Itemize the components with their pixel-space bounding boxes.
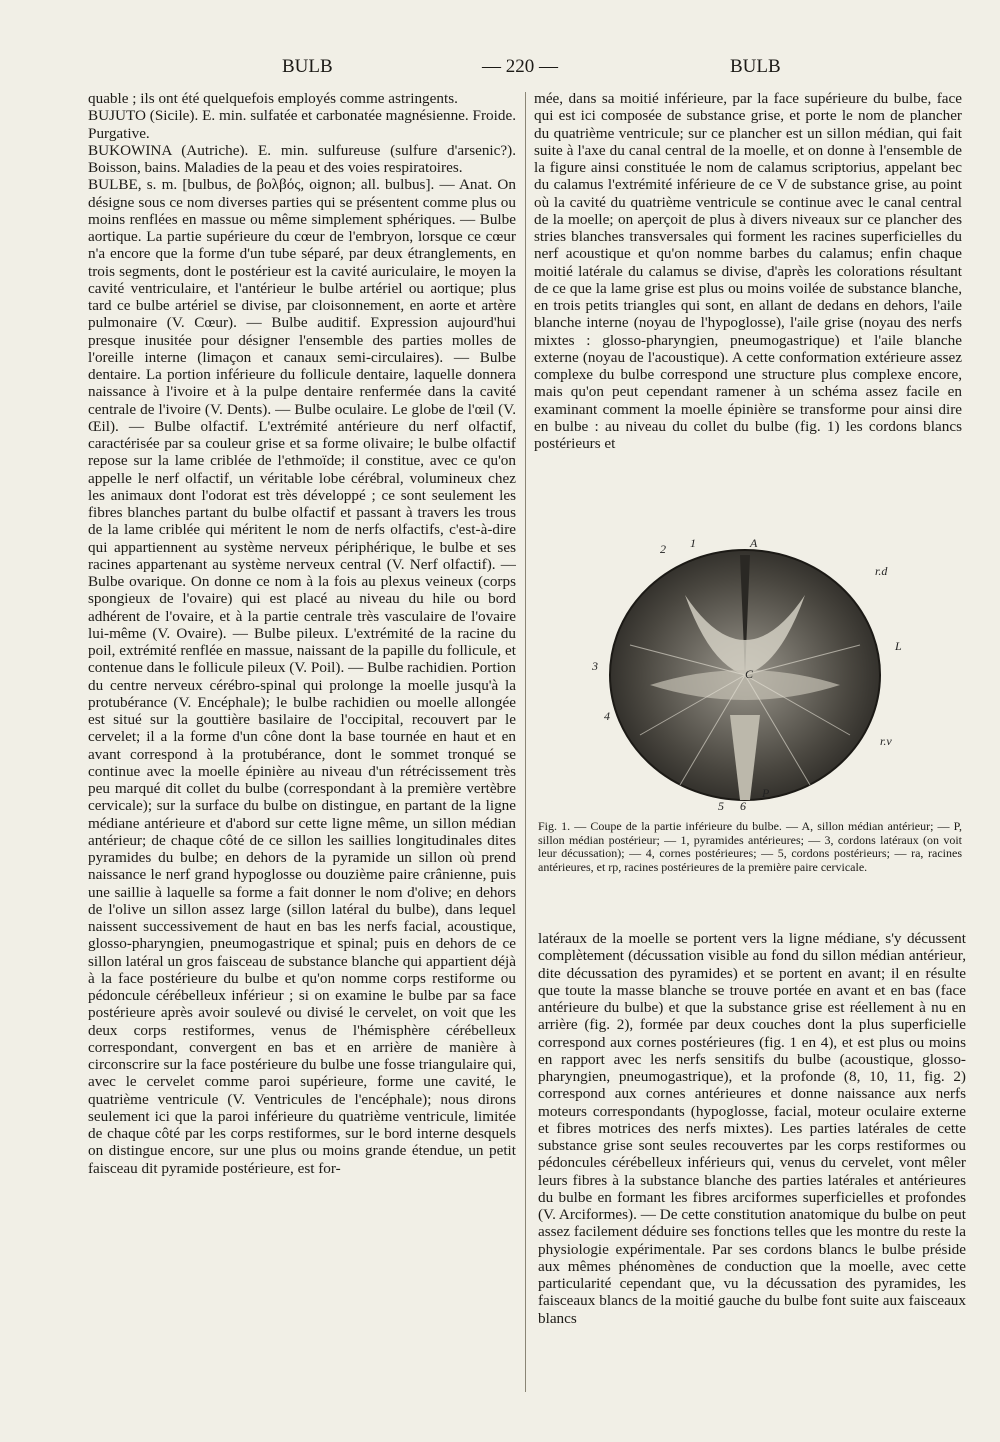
label-L: L <box>895 639 902 653</box>
right-column-top <box>534 90 962 510</box>
paragraph-right-bottom: latéraux de la moelle se portent vers la ligne médiane, s'y décussent complètement (décussation visible au fond du sillon médian antérieur, dite décussation des pyramides) et se portent en avant; il en résulte que toute la masse blanche se trouve portée en avant et en bas (face antérieure du bulbe) et que la substance grise est réellement à nu en arrière (fig. 2), formée par deux couches dont la plus superficielle correspond aux cornes postérieures (fig. 1 en 4), et est plus ou moins en rapport avec les nerfs sensitifs du bulbe (acoustique, glosso-pharyngien, pneumogastrique), et la profonde (8, 10, 11, fig. 2) correspond aux cornes antérieures et donne naissance aux nerfs moteurs correspondants (hypoglosse, facial, moteur oculaire externe et fibres motrices des nerfs mixtes). Les parties latérales de cette substance grise sont seules recouvertes par les corps restiformes ou pédoncules cérébelleux inférieurs qui, venus du cervelet, vont mêler leurs fibres à la substance blanche des parties latérales et antérieures du bulbe en formant les fibres arciformes superficielles et profondes (V. Arciformes). — De cette constitution anatomique du bulbe on peut assez facilement déduire ses fonctions telles que les montre du reste la physiologie expérimentale. Par ses cordons blancs le bulbe préside aux mêmes phénomènes de conduction que la moelle, avec cette particularité cependant que, vu la décussation des pyramides, les faisceaux blancs de la moitié gauche du bulbe font suite aux faisceaux blancs <box>538 930 966 1327</box>
label-rd: r.d <box>875 564 888 578</box>
left-column-text <box>88 90 516 1177</box>
figure-bulb-section <box>590 535 930 815</box>
right-column-bottom <box>538 930 966 1400</box>
column-divider <box>525 92 526 1392</box>
label-6: 6 <box>740 799 746 813</box>
header-left-title: BULB <box>282 56 333 77</box>
label-4: 4 <box>604 709 610 723</box>
label-P: P <box>762 786 770 800</box>
left-column <box>88 90 516 1390</box>
label-C: C <box>745 667 754 681</box>
label-2: 2 <box>660 542 666 556</box>
label-3: 3 <box>592 659 598 673</box>
paragraph-right-top: mée, dans sa moitié inférieure, par la face supérieure du bulbe, face qui est ici composée de substance grise, et porte le nom de plancher du quatrième ventricule; sur ce plancher est un sillon médian, qui fait suite à l'axe du canal central de la moelle, et on donne à l'ensemble de la figure ainsi constituée le nom de calamus scriptorius, appelant bec du calamus l'extrémité inférieure de ce V de substance grise, au point où la cavité du quatrième ventricule se continue avec le canal central de la moelle; on aperçoit de plus à divers niveaux sur ce plancher des stries blanches transversales qui forment les racines superficielles du nerf acoustique et qu'on nomme barbes du calamus; enfin chaque moitié latérale du calamus se divise, d'après les colorations résultant de ce que la lame grise est plus ou moins voilée de substance blanche, en trois petits triangles qui sont, en allant de dedans en dehors, l'aile blanche interne (noyau de l'hypoglosse), l'aile grise (noyau des nerfs mixtes : glosso-pharyngien, pneumogastrique) et l'aile blanche externe (noyau de l'acoustique). A cette conformation extérieure assez complexe du bulbe correspond une structure plus complexe encore, mais qu'on peut cependant ramener à un schéma assez facile en examinant comment la moelle épinière se transforme pour ainsi dire en bulbe : au niveau du collet du bulbe (fig. 1) les cordons blancs postérieurs et <box>534 90 962 452</box>
label-5: 5 <box>718 799 724 813</box>
paragraph-bujuto: BUJUTO (Sicile). E. min. sulfatée et carbonatée magnésienne. Froide. Purgative. <box>88 107 516 142</box>
label-A: A <box>750 536 758 550</box>
figure-caption: Fig. 1. — Coupe de la partie inférieure du bulbe. — A, sillon médian antérieur; — P, sillon médian postérieur; — 1, pyramides antérieures; — 3, cordons latéraux (on voit leur décussation); — 4, cornes postérieures; — 5, cordons postérieurs; — ra, racines antérieures, et rp, racines postérieures de la première paire cervicale. <box>538 819 962 874</box>
running-header <box>0 56 1000 86</box>
paragraph-bulbe: BULBE, s. m. [bulbus, de βολβός, oignon; all. bulbus]. — Anat. On désigne sous ce nom diverses parties qui se présentent comme plus ou moins renflées en massue ou même simplement sphériques. — Bulbe aortique. La partie supérieure du cœur de l'embryon, lorsque ce cœur n'a encore que la forme d'un tube séparé, par deux étranglements, en trois segments, dont le postérieur est la cavité auriculaire, le moyen la cavité ventriculaire, et l'antérieur le bulbe artériel ou aortique; plus tard ce bulbe artériel se divise, par cloisonnement, en aorte et artère pulmonaire (V. Cœur). — Bulbe auditif. Expression aujourd'hui presque inusitée pour désigner l'ensemble des parties molles de l'oreille interne (limaçon et canaux semi-circulaires). — Bulbe dentaire. La portion inférieure du follicule dentaire, laquelle donnera naissance à l'ivoire et à la pulpe dentaire renfermée dans la cavité centrale de l'ivoire (V. Dents). — Bulbe oculaire. Le globe de l'œil (V. Œil). — Bulbe olfactif. L'extrémité antérieure du nerf olfactif, caractérisée par sa couleur grise et sa forme olivaire; le bulbe olfactif repose sur la lame criblée de l'ethmoïde; il constitue, avec ce qu'on appelle le nerf olfactif, un véritable lobe cérébral, volumineux chez les animaux dont l'odorat est très développé ; ce sont seulement les fibres blanches partant du bulbe olfactif et passant à travers les trous de la lame criblée qui méritent le nom de nerfs olfactifs, c'est-à-dire qui appartiennent au système nerveux périphérique, le bulbe et ses racines appartenant au système nerveux central (V. Nerf olfactif). — Bulbe ovarique. On donne ce nom à la fois au plexus veineux (corps spongieux de l'ovaire) qui est placé au niveau du hile ou bord adhérent de l'ovaire, et à la partie centrale très vasculaire de l'ovaire lui-même (V. Ovaire). — Bulbe pileux. L'extrémité de la racine du poil, extrémité renflée en massue, naissant de la papille du follicule, et contenue dans le follicule pileux (V. Poil). — Bulbe rachidien. Portion du centre nerveux cérébro-spinal qui prolonge la moelle jusqu'à la protubérance (V. Encéphale); le bulbe rachidien ou moelle allongée est situé sur la gouttière basilaire de l'occipital, recouvert par le cervelet; il a la forme d'un cône dont la base tournée en haut et en avant correspond à la protubérance, dont le sommet tronqué se continue avec la moelle épinière au niveau d'un rétrécissement très peu marqué dit collet du bulbe (correspondant à la première vertèbre cervicale); sur la surface du bulbe on distingue, en partant de la ligne médiane antérieure et d'abord sur cette ligne même, un sillon médian antérieur; de chaque côté de ce sillon les saillies longitudinales dites pyramides du bulbe; en dehors de la pyramide un sillon où prend naissance le nerf grand hypoglosse ou douzième paire crânienne, puis une saillie à laquelle sa forme a fait donner le nom d'olive; en dehors de l'olive un sillon assez large (sillon latéral du bulbe), dans lequel naissent successivement de haut en bas les nerfs facial, acoustique, glosso-pharyngien, pneumogastrique et spinal; puis en dehors de ce sillon latéral un gros faisceau de substance blanche qui appartient déjà à la face postérieure du bulbe et qu'on nomme corps restiforme ou pédoncule cérébelleux inférieur ; si on examine le bulbe par sa face postérieure après avoir soulevé ou divisé le cervelet, on voit que les deux corps restiformes, venus de l'hémisphère cérébelleux correspondant, convergent en bas et en arrière de manière à circonscrire sur la face postérieure du bulbe une fosse triangulaire qui, avec le cervelet comme paroi supérieure, forme une cavité, le quatrième ventricule (V. Ventricules de l'encéphale); nous dirons seulement ici que la paroi inférieure du quatrième ventricule, limitée de chaque côté par les corps restiformes, sur le bord interne desquels on distingue encore, sur une plus ou moins grande étendue, un petit faisceau dit pyramide postérieure, est for- <box>88 176 516 1177</box>
header-right-title: BULB <box>730 56 781 77</box>
label-rv: r.v <box>880 734 892 748</box>
bulb-cross-section-illustration <box>590 535 930 815</box>
paragraph-bukowina: BUKOWINA (Autriche). E. min. sulfureuse (sulfure d'arsenic?). Boisson, bains. Maladies de la peau et des voies respiratoires. <box>88 141 516 176</box>
label-1: 1 <box>690 536 696 550</box>
page-number: — 220 — <box>482 56 558 77</box>
paragraph-quable: quable ; ils ont été quelquefois employés comme astringents. <box>88 90 458 107</box>
